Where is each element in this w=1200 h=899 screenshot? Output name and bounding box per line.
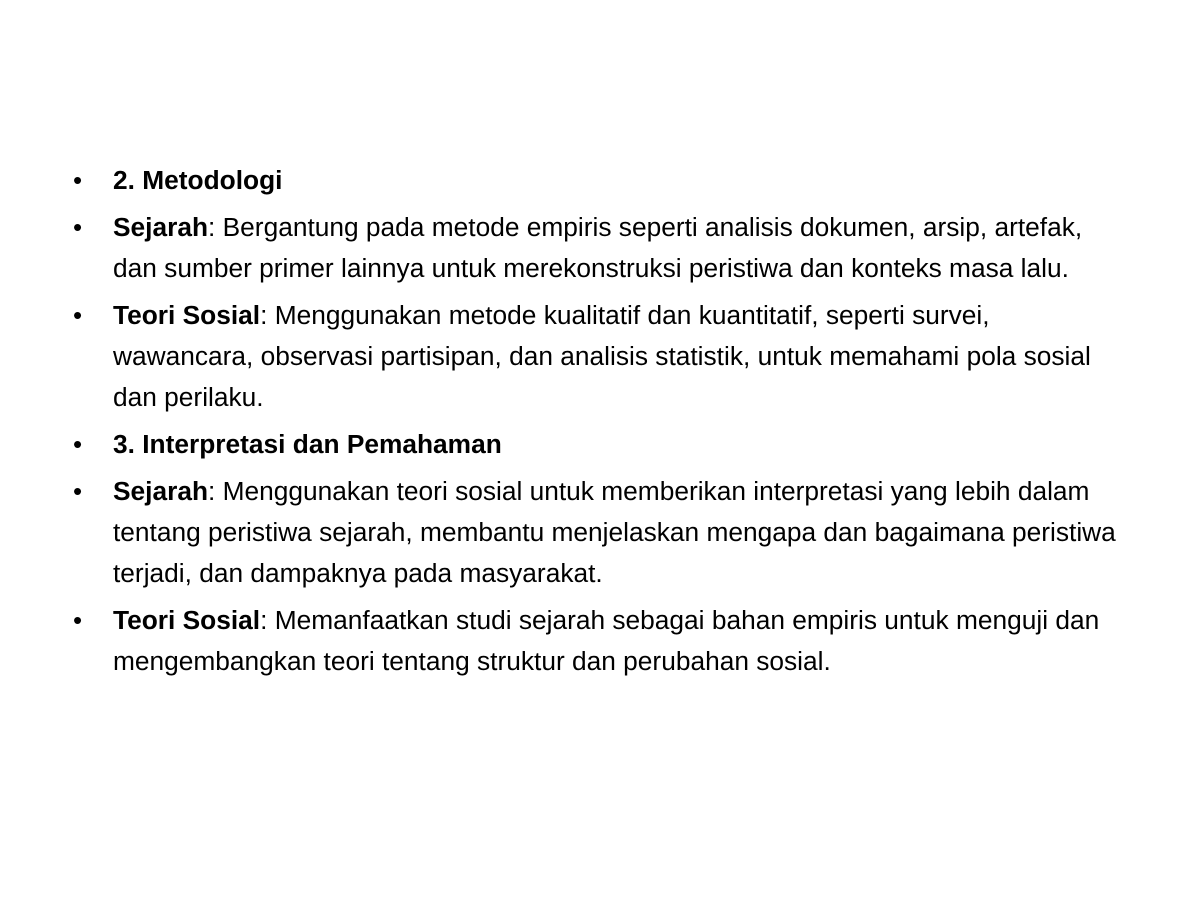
- list-item: [73, 295, 1125, 418]
- bullet-icon: •: [73, 300, 83, 330]
- item-text: : Menggunakan teori sosial untuk memberikan interpretasi yang lebih dalam tentang peristiwa sejarah, membantu menjelaskan mengapa dan bagaimana peristiwa terjadi, dan dampaknya pada masyarakat.: [113, 476, 1116, 588]
- item-bold: 3. Interpretasi dan Pemahaman: [113, 429, 502, 459]
- item-text: : Bergantung pada metode empiris seperti analisis dokumen, arsip, artefak, dan sumber primer lainnya untuk merekonstruksi peristiwa dan konteks masa lalu.: [113, 212, 1083, 283]
- list-item-heading-interpretasi: [73, 424, 1125, 465]
- item-bold: Teori Sosial: [113, 605, 261, 635]
- item-bold: Sejarah: [113, 212, 209, 242]
- bullet-icon: •: [73, 476, 83, 506]
- item-text: : Menggunakan metode kualitatif dan kuantitatif, seperti survei, wawancara, observasi partisipan, dan analisis statistik, untuk memahami pola sosial dan perilaku.: [113, 300, 1091, 412]
- item-text: : Memanfaatkan studi sejarah sebagai bahan empiris untuk menguji dan mengembangkan teori tentang struktur dan perubahan sosial.: [113, 605, 1100, 676]
- item-bold: Teori Sosial: [113, 300, 261, 330]
- bullet-icon: •: [73, 212, 83, 242]
- bullet-icon: •: [73, 165, 83, 195]
- item-bold: Sejarah: [113, 476, 209, 506]
- list-item: [73, 600, 1125, 682]
- list-item-heading-metodologi: [73, 160, 1125, 201]
- bullet-icon: •: [73, 429, 83, 459]
- list-item: [73, 207, 1125, 289]
- bullet-list: [73, 160, 1125, 688]
- list-item: [73, 471, 1125, 594]
- item-bold: 2. Metodologi: [113, 165, 283, 195]
- bullet-icon: •: [73, 605, 83, 635]
